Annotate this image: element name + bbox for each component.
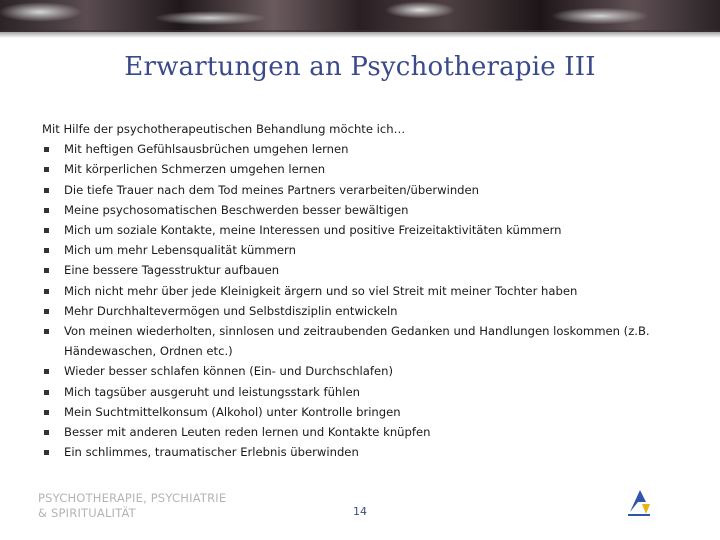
list-item: Wieder besser schlafen können (Ein- und Durchschlafen) xyxy=(42,361,682,381)
list-item: Mein Suchtmittelkonsum (Alkohol) unter Kontrolle bringen xyxy=(42,402,682,422)
list-item: Mit heftigen Gefühlsausbrüchen umgehen lernen xyxy=(42,139,682,159)
list-item: Mit körperlichen Schmerzen umgehen lernen xyxy=(42,159,682,179)
slide-title: Erwartungen an Psychotherapie III xyxy=(124,52,596,82)
square-bullet-icon xyxy=(44,329,49,334)
square-bullet-icon xyxy=(44,369,49,374)
footer-line-2: & SPIRITUALITÄT xyxy=(38,506,136,520)
list-item: Mich nicht mehr über jede Kleinigkeit ärgern und so viel Streit mit meiner Tochter haben xyxy=(42,281,682,301)
square-bullet-icon xyxy=(44,430,49,435)
intro-text: Mit Hilfe der psychotherapeutischen Behandlung möchte ich… xyxy=(42,122,406,136)
square-bullet-icon xyxy=(44,167,49,172)
list-item: Mich um soziale Kontakte, meine Interessen und positive Freizeitaktivitäten kümmern xyxy=(42,220,682,240)
list-item: Eine bessere Tagesstruktur aufbauen xyxy=(42,260,682,280)
square-bullet-icon xyxy=(44,450,49,455)
list-item: Mich um mehr Lebensqualität kümmern xyxy=(42,240,682,260)
list-item: Mich tagsüber ausgeruht und leistungsstark fühlen xyxy=(42,382,682,402)
square-bullet-icon xyxy=(44,410,49,415)
list-item: Von meinen wiederholten, sinnlosen und zeitraubenden Gedanken und Handlungen loskommen (z.B. Händewaschen, Ordnen etc.) xyxy=(42,321,682,361)
square-bullet-icon xyxy=(44,309,49,314)
page-number: 14 xyxy=(353,505,367,518)
square-bullet-icon xyxy=(44,188,49,193)
square-bullet-icon xyxy=(44,268,49,273)
square-bullet-icon xyxy=(44,208,49,213)
square-bullet-icon xyxy=(44,390,49,395)
slide-body xyxy=(42,119,682,462)
footer-line-1: PSYCHOTHERAPIE, PSYCHIATRIE xyxy=(38,491,227,505)
bullet-list xyxy=(42,139,682,462)
square-bullet-icon xyxy=(44,289,49,294)
list-item: Ein schlimmes, traumatischer Erlebnis überwinden xyxy=(42,442,682,462)
header-banner-image xyxy=(0,0,720,32)
square-bullet-icon xyxy=(44,248,49,253)
list-item: Mehr Durchhaltevermögen und Selbstdisziplin entwickeln xyxy=(42,301,682,321)
institution-logo-icon xyxy=(624,478,684,522)
list-item: Die tiefe Trauer nach dem Tod meines Partners verarbeiten/überwinden xyxy=(42,180,682,200)
footer-brand xyxy=(38,491,226,521)
list-item: Meine psychosomatischen Beschwerden besser bewältigen xyxy=(42,200,682,220)
square-bullet-icon xyxy=(44,228,49,233)
list-item: Besser mit anderen Leuten reden lernen und Kontakte knüpfen xyxy=(42,422,682,442)
square-bullet-icon xyxy=(44,147,49,152)
